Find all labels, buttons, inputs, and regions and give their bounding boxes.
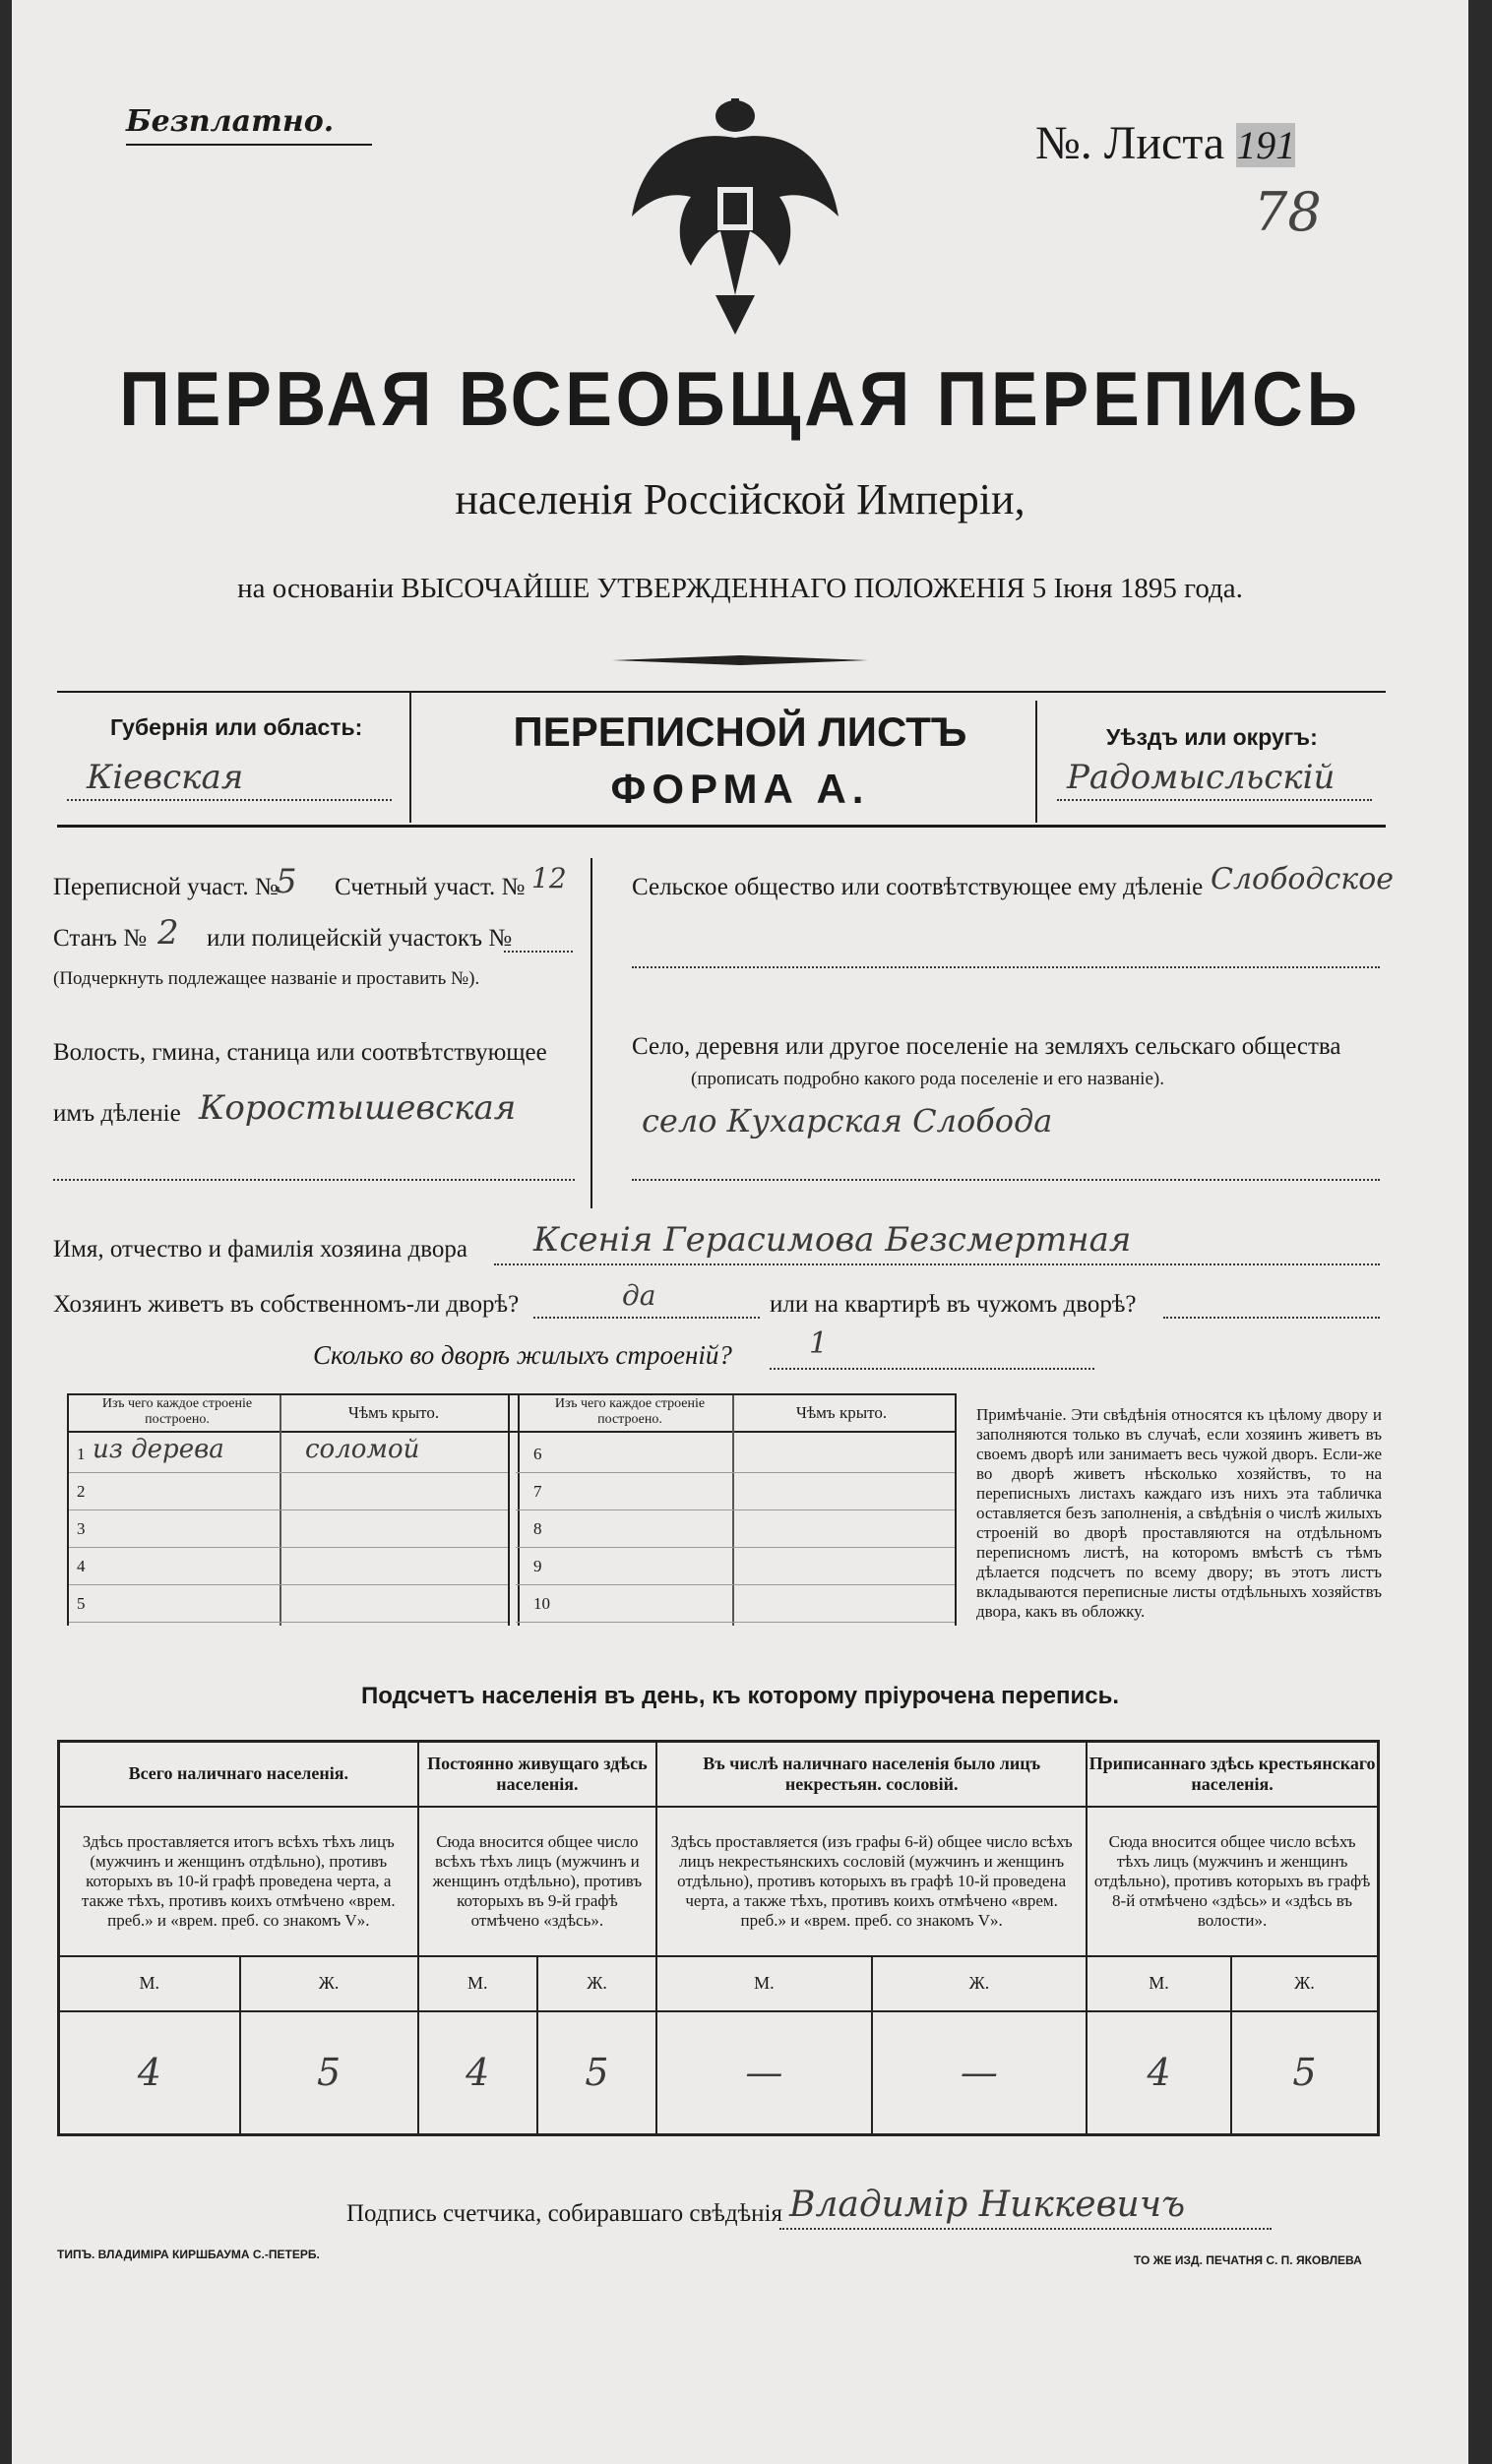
buildings-note: Примѣчаніе. Эти свѣдѣнія относятся къ цѣлому двору и заполняются только въ случаѣ, если хозяинъ живетъ въ своемъ дворѣ или занимаетъ весь чужой дворъ. Если-же во дворѣ живетъ нѣсколько хозяйствъ, то на переписныхъ листахъ каждаго изъ нихъ эта табличка оставляется безъ заполненія, а свѣдѣнія о числѣ жилыхъ строеній во дворѣ проставляются на отдѣльномъ переписномъ листѣ, на которомъ вмѣстѣ съ тѣмъ дѣлается подсчетъ по всему двору; въ этотъ листъ вкладываются переписные листы отдѣльныхъ хозяйствъ двора, какъ въ обложку. [976, 1405, 1382, 1621]
census-section-label: Переписной участ. № [53, 874, 279, 900]
tally-total-female: 5 [240, 2011, 418, 2135]
owner-lives-label: Хозяинъ живетъ въ собственномъ-ли дворѣ? [53, 1291, 520, 1318]
province-dots [67, 799, 392, 801]
tally-header-total: Всего наличнаго населенія. [59, 1742, 418, 1807]
count-section-label: Счетный участ. № [335, 874, 526, 900]
volost-dots [53, 1179, 575, 1181]
box-bottom-line [57, 825, 1386, 828]
census-section-value: 5 [276, 862, 297, 901]
district-dots [1057, 799, 1372, 801]
sheet-number-handwritten: 78 [1254, 181, 1322, 243]
owner-rent-label: или на квартирѣ въ чужомъ дворѣ? [770, 1291, 1137, 1318]
society-label: Сельское общество или соотвѣтствующее ему дѣленіе [632, 874, 1204, 900]
row-number: 5 [77, 1594, 86, 1613]
tally-nonpeasant-male: — [656, 2011, 871, 2135]
count-section-value: 12 [531, 862, 567, 894]
sheet-number-label [1035, 116, 1295, 170]
building-row [69, 1547, 508, 1585]
right-material-header: Изъ чего каждое строеніе построено. [554, 1396, 706, 1427]
buildings-table [67, 1393, 957, 1626]
owner-lives-value: да [622, 1279, 656, 1312]
tally-total-male: 4 [59, 2011, 240, 2135]
village-label: Село, деревня или другое поселеніе на земляхъ сельскаго общества [632, 1033, 1341, 1060]
building-row [516, 1584, 955, 1623]
buildings-count-dots [770, 1368, 1094, 1370]
owner-name-dots [494, 1263, 1380, 1265]
row-number: 2 [77, 1482, 86, 1501]
village-note: (прописать подробно какого рода поселеніе и его названіе). [691, 1069, 1164, 1089]
district-box [1035, 701, 1388, 823]
imperial-eagle-emblem [622, 98, 848, 335]
left-material-header: Изъ чего каждое строеніе построено. [101, 1396, 253, 1427]
village-dots [632, 1179, 1380, 1181]
census-sheet [12, 0, 1468, 2464]
tally-f-label: Ж. [1231, 1956, 1379, 2011]
volost-value: Коростышевская [199, 1088, 517, 1128]
form-title-line1: ПЕРЕПИСНОЙ ЛИСТЪ [513, 708, 967, 755]
tally-f-label: Ж. [537, 1956, 656, 2011]
row-number: 10 [533, 1594, 550, 1613]
building-row [516, 1435, 955, 1473]
district-label: Уѣздъ или округъ: [1106, 724, 1318, 750]
building-row [69, 1509, 508, 1548]
buildings-count-value: 1 [809, 1326, 829, 1361]
province-box [57, 691, 411, 823]
owner-rent-dots [1163, 1317, 1380, 1319]
tally-f-label: Ж. [872, 1956, 1088, 2011]
tally-desc-total: Здѣсь проставляется итогъ всѣхъ тѣхъ лицъ (мужчинъ и женщинъ отдѣльно), противъ которыхъ въ 10-й графѣ проведена черта, а также тѣхъ, противъ коихъ отмѣчено «врем. преб.» и «врем. преб. со знакомъ V». [59, 1807, 418, 1956]
subtitle: населенія Россійской Имперіи, [455, 475, 1026, 524]
row-number: 6 [533, 1445, 542, 1463]
building-row [69, 1435, 508, 1473]
tally-header-permanent: Постоянно живущаго здѣсь населенія. [418, 1742, 657, 1807]
free-underline [126, 144, 372, 146]
row-number: 8 [533, 1519, 542, 1538]
province-label: Губернія или область: [110, 714, 363, 740]
tally-permanent-female: 5 [537, 2011, 656, 2135]
building-row [69, 1584, 508, 1623]
building-row [516, 1509, 955, 1548]
owner-name-label: Имя, отчество и фамилія хозяина двора [53, 1236, 467, 1263]
police-dots [504, 951, 573, 953]
province-value: Кіевская [87, 758, 244, 797]
row-number: 7 [533, 1482, 542, 1501]
tally-title: Подсчетъ населенія въ день, къ которому пріурочена перепись. [361, 1683, 1119, 1709]
building-row [516, 1472, 955, 1510]
building-row [69, 1472, 508, 1510]
society-value: Слободское [1211, 862, 1395, 896]
legal-basis: на основаніи ВЫСОЧАЙШЕ УТВЕРЖДЕННАГО ПОЛОЖЕНІЯ 5 Іюня 1895 года. [237, 573, 1243, 604]
form-title-line2: ФОРМА А. [610, 766, 870, 812]
buildings-header-line [69, 1431, 955, 1433]
tally-permanent-male: 4 [418, 2011, 537, 2135]
tally-desc-nonpeasant: Здѣсь проставляется (изъ графы 6-й) общее число всѣхъ лицъ некрестьянскихъ сословій (мужчинъ и женщинъ отдѣльно), противъ которыхъ въ графѣ 10-й проведена черта, а также тѣхъ, противъ коихъ отмѣчено «врем. преб.» и «врем. преб. со знакомъ V». [656, 1807, 1087, 1956]
right-roof-header: Чѣмъ крыто. [795, 1403, 888, 1422]
signature-value: Владимір Никкевичъ [789, 2185, 1186, 2225]
left-roof-header: Чѣмъ крыто. [347, 1403, 440, 1422]
ornament-divider [612, 653, 868, 667]
tally-m-label: М. [418, 1956, 537, 2011]
footer-right: ТО ЖЕ ИЗД. ПЕЧАТНЯ С. П. ЯКОВЛЕВА [1134, 2253, 1362, 2267]
tally-desc-peasant: Сюда вносится общее число всѣхъ тѣхъ лицъ (мужчинъ и женщинъ отдѣльно), противъ которыхъ въ графѣ 8-й отмѣчено «здѣсь» и «здѣсь въ волости». [1087, 1807, 1378, 1956]
buildings-count-label: Сколько во дворѣ жилыхъ строеній? [313, 1340, 732, 1370]
sheet-label: №. Листа [1035, 117, 1225, 169]
district-value: Радомысльскій [1067, 758, 1336, 797]
row-material: из дерева [93, 1435, 224, 1464]
main-title: ПЕРВАЯ ВСЕОБЩАЯ ПЕРЕПИСЬ [119, 355, 1361, 442]
tally-nonpeasant-female: — [872, 2011, 1088, 2135]
society-dots [632, 966, 1380, 968]
tally-header-nonpeasant: Въ числѣ наличнаго населенія было лицъ некрестьян. сословій. [656, 1742, 1087, 1807]
stan-value: 2 [157, 913, 179, 953]
volost-label-1: Волость, гмина, станица или соотвѣтствующее [53, 1039, 547, 1066]
tally-header-peasant: Приписаннаго здѣсь крестьянскаго населенія. [1087, 1742, 1378, 1807]
tally-peasant-female: 5 [1231, 2011, 1379, 2135]
signature-dots [779, 2228, 1272, 2230]
owner-name-value: Ксенія Герасимова Безсмертная [533, 1220, 1132, 1260]
tally-m-label: М. [656, 1956, 871, 2011]
free-label: Безплатно. [126, 104, 335, 139]
owner-lives-dots [533, 1317, 760, 1319]
row-number: 3 [77, 1519, 86, 1538]
village-value: село Кухарская Слобода [642, 1102, 1053, 1140]
signature-label: Подпись счетчика, собиравшаго свѣдѣнія [346, 2200, 782, 2227]
tally-desc-permanent: Сюда вносится общее число всѣхъ тѣхъ лицъ (мужчинъ и женщинъ отдѣльно), противъ которыхъ въ 9-й графѣ отмѣчено «здѣсь». [418, 1807, 657, 1956]
tally-table [57, 1740, 1380, 2136]
underline-note: (Подчеркнуть подлежащее названіе и проставить №). [53, 968, 480, 989]
sheet-number-print: 191 [1236, 123, 1296, 167]
row-number: 4 [77, 1557, 86, 1575]
building-row [516, 1547, 955, 1585]
row-roof: соломой [305, 1435, 420, 1464]
fields-divider [591, 858, 592, 1208]
volost-label-2: имъ дѣленіе [53, 1100, 181, 1127]
footer-left: ТИПЪ. ВЛАДИМІРА КИРШБАУМА С.-ПЕТЕРБ. [57, 2248, 320, 2261]
row-number: 9 [533, 1557, 542, 1575]
stan-label: Станъ № [53, 925, 148, 952]
tally-f-label: Ж. [240, 1956, 418, 2011]
row-number: 1 [77, 1445, 86, 1463]
police-label: или полицейскій участокъ № [207, 925, 513, 952]
tally-m-label: М. [59, 1956, 240, 2011]
tally-peasant-male: 4 [1087, 2011, 1231, 2135]
tally-m-label: М. [1087, 1956, 1231, 2011]
